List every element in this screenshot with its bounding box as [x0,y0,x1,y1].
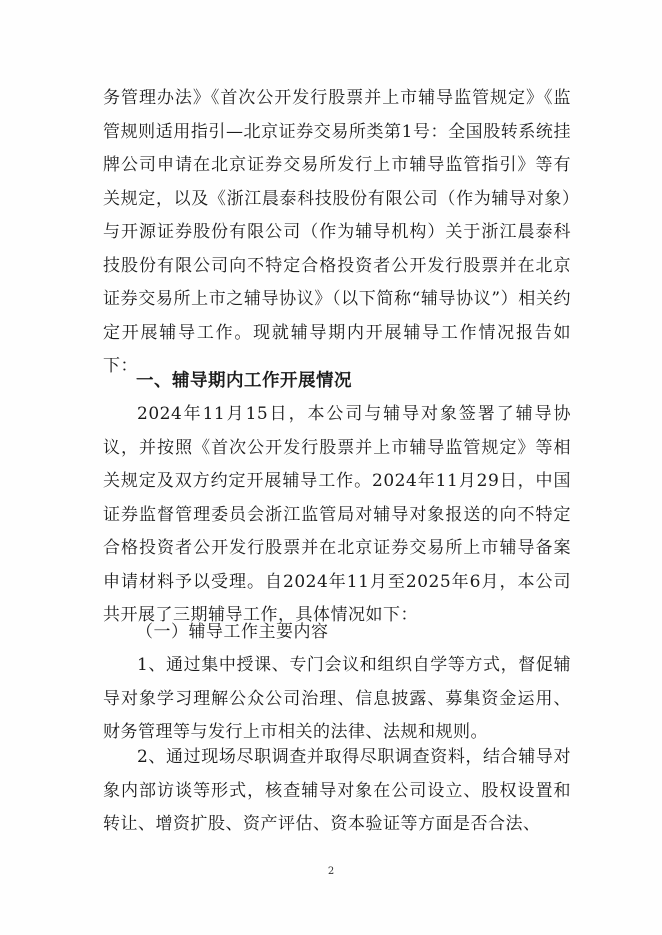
paragraph-item-2: 2、通过现场尽职调查并取得尽职调查资料，结合辅导对象内部访谈等形式，核查辅导对象在公司设立、股权设置和转让、增资扩股、资产评估、资本验证等方面是否合法、 [103,747,571,834]
paragraph-overview: 2024年11月15日，本公司与辅导对象签署了辅导协议，并按照《首次公开发行股票并上市辅导监管规定》等相关规定及双方约定开展辅导工作。2024年11月29日，中国证券监督管理委员会浙江监管局对辅导对象报送的向不特定合格投资者公开发行股票并在北京证券交易所上市辅导备案申请材料予以受理。自2024年11月至2025年6月，本公司共开展了三期辅导工作，具体情况如下： [103,404,571,625]
page-number: 2 [327,866,335,877]
paragraph-item-1: 1、通过集中授课、专门会议和组织自学等方式，督促辅导对象学习理解公众公司治理、信息披露、募集资金运用、财务管理等与发行上市相关的法律、法规和规则。 [103,655,571,742]
subsection-heading: （一）辅导工作主要内容 [136,622,329,642]
paragraph-intro: 务管理办法》《首次公开发行股票并上市辅导监管规定》《监管规则适用指引—北京证券交易所类第1号：全国股转系统挂牌公司申请在北京证券交易所发行上市辅导监管指引》等有关规定，以及《浙江晨泰科技股份有限公司（作为辅导对象）与开源证券股份有限公司（作为辅导机构）关于浙江晨泰科技股份有限公司向不特定合格投资者公开发行股票并在北京证券交易所上市之辅导协议》（以下简称“辅导协议”）相关约定开展辅导工作。现就辅导期内开展辅导工作情况报告如下： [103,88,571,376]
section-heading: 一、辅导期内工作开展情况 [136,371,352,391]
